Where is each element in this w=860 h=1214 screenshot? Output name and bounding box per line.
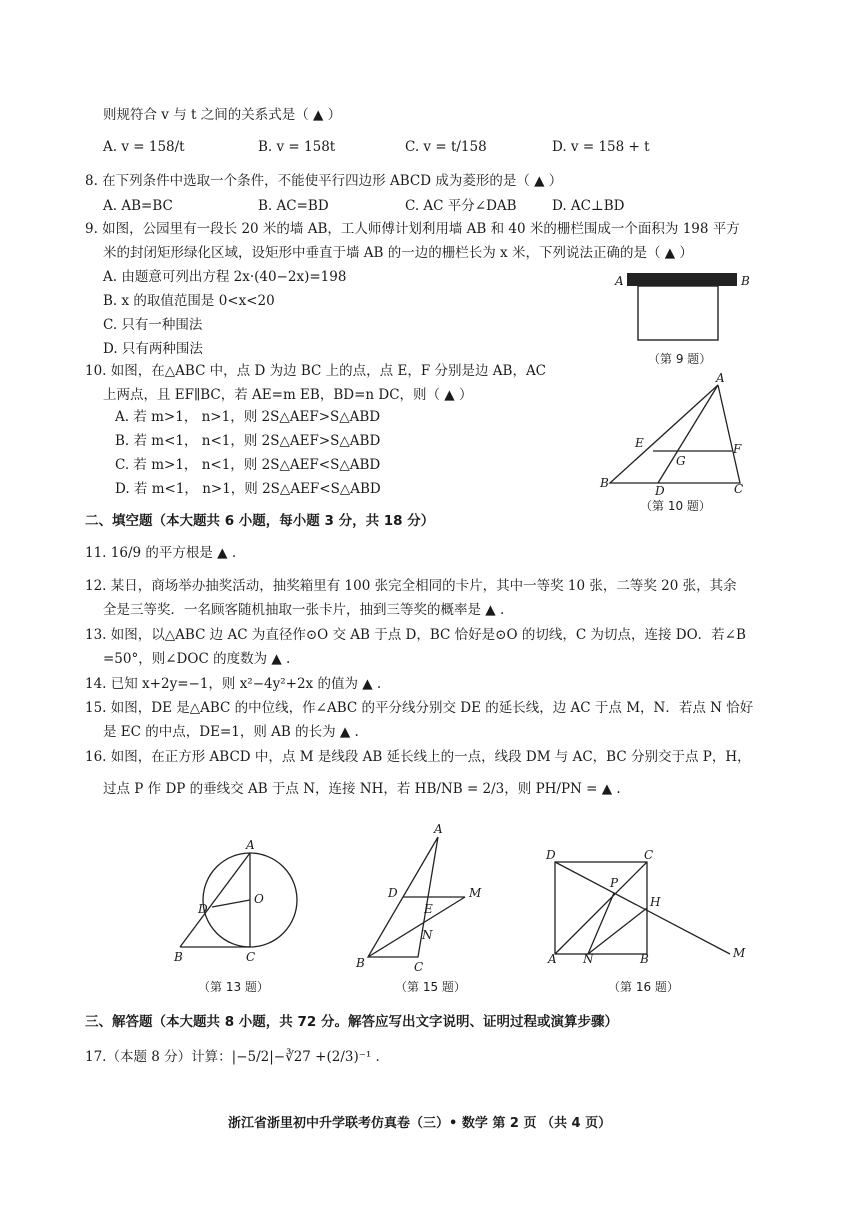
label-g: G [676,454,686,468]
label-a: A [615,274,624,288]
label-f: F [733,442,742,456]
q16-line1: 16. 如图，在正方形 ABCD 中，点 M 是线段 AB 延长线上的一点，线段 DM 与 AC，BC 分别交于点 P，H， [85,749,751,765]
q13-line1: 13. 如图，以△ABC 边 AC 为直径作⊙O 交 AB 于点 D，BC 恰好是⊙O 的切线，C 为切点，连接 DO．若∠B [85,627,746,643]
q13-line2: =50°，则∠DOC 的度数为 ▲ . [103,651,291,667]
q8-stem: 8. 在下列条件中选取一个条件，不能使平行四边形 ABCD 成为菱形的是（ ▲ ） [85,173,563,189]
q10-stem-line1: 10. 如图，在△ABC 中，点 D 为边 BC 上的点，点 E，F 分别是边 AB，AC [85,363,547,379]
segment-dm [555,862,730,954]
q9-stem-line1: 9. 如图，公园里有一段长 20 米的墙 AB，工人师傅计划利用墙 AB 和 40 米的栅栏围成一个面积为 198 平方 [85,221,740,237]
q12-line1: 12. 某日，商场举办抽奖活动，抽奖箱里有 100 张完全相同的卡片，其中一等奖 10 张，二等奖 20 张，其余 [85,578,737,594]
q15-line2: 是 EC 的中点，DE=1，则 AB 的长为 ▲ . [103,724,359,740]
figure-16 [540,845,750,965]
q9-option-b: B. x 的取值范围是 0<x<20 [103,293,275,309]
section-3-heading: 三、解答题（本大题共 8 小题，共 72 分。解答应写出文字说明、证明过程或演算步骤） [85,1014,618,1030]
segment-pn [588,893,614,954]
q14: 14. 已知 x+2y=−1，则 x²−4y²+2x 的值为 ▲ . [85,676,382,692]
segment-do [212,900,250,907]
label-p: P [610,876,619,890]
label-a: A [246,838,255,852]
caption-fig13: （第 13 题） [198,980,269,994]
q8-option-a: A. AB=BC [103,198,173,214]
q8-option-d: D. AC⊥BD [552,198,625,214]
label-d: D [198,902,208,916]
fence-rectangle [638,286,718,340]
label-d: D [388,886,398,900]
q10-option-a: A. 若 m>1， n>1，则 2S△AEF>S△ABD [115,409,381,425]
q17: 17.（本题 8 分）计算：|−5/2|−∛27 +(2/3)⁻¹ . [85,1049,380,1065]
label-c: C [414,960,424,974]
label-n: N [422,928,433,942]
section-2-heading: 二、填空题（本大题共 6 小题，每小题 3 分，共 18 分） [85,513,435,529]
diagonal-ac [555,862,647,954]
label-o: O [254,892,264,906]
label-n: N [583,952,594,966]
q10-option-c: C. 若 m>1， n<1，则 2S△AEF<S△ABD [115,457,381,473]
segment-ba [180,853,250,947]
label-b: B [356,956,365,970]
segment-bm [368,897,465,957]
label-b: B [640,952,649,966]
caption-fig16: （第 16 题） [608,980,679,994]
q9-option-d: D. 只有两种围法 [103,341,203,357]
q10-option-d: D. 若 m<1， n>1，则 2S△AEF<S△ABD [115,481,381,497]
figure-10 [600,371,760,498]
label-c: C [246,950,256,964]
q9-option-c: C. 只有一种围法 [103,317,203,333]
label-e: E [424,902,433,916]
segment-nh [588,908,647,954]
label-m: M [469,886,482,900]
q8-option-c: C. AC 平分∠DAB [405,198,517,214]
label-b: B [600,476,609,490]
q7-tail: 则规符合 v 与 t 之间的关系式是（ ▲ ） [103,107,342,123]
caption-fig10: （第 10 题） [640,499,711,513]
figure-13 [170,838,320,965]
label-d: D [546,848,556,862]
triangle-abc [610,385,740,483]
q7-option-b: B. v = 158t [258,139,336,155]
label-e: E [635,436,644,450]
label-c: C [644,848,654,862]
label-a: A [434,822,443,836]
label-c: C [734,482,744,496]
q12-line2: 全是三等奖．一名顾客随机抽取一张卡片，抽到三等奖的概率是 ▲ . [103,602,505,618]
label-b: B [174,950,183,964]
q9-stem-line2: 米的封闭矩形绿化区域，设矩形中垂直于墙 AB 的一边的栅栏长为 x 米，下列说法正确的是（ ▲ ） [103,245,693,261]
label-b: B [741,274,750,288]
q7-option-a: A. v = 158/t [103,139,185,155]
wall-ab [627,273,737,286]
caption-fig15: （第 15 题） [395,980,466,994]
q7-option-d: D. v = 158 + t [552,139,650,155]
label-m: M [733,946,746,960]
label-h: H [650,895,661,909]
page-footer: 浙江省浙里初中升学联考仿真卷（三）• 数学 第 2 页 （共 4 页） [228,1116,612,1131]
label-a: A [548,952,557,966]
q8-option-b: B. AC=BD [258,198,329,214]
segment-ad [658,385,718,483]
q10-stem-line2: 上两点，且 EF∥BC，若 AE=m EB，BD=n DC，则（ ▲ ） [103,387,473,403]
q11: 11. 16/9 的平方根是 ▲ . [85,545,237,561]
q15-line1: 15. 如图，DE 是△ABC 的中位线，作∠ABC 的平分线分别交 DE 的延长线，边 AC 于点 M，N．若点 N 恰好 [85,700,754,716]
caption-fig9: （第 9 题） [648,352,712,366]
label-d: D [655,484,665,498]
figure-15 [350,822,500,975]
q7-option-c: C. v = t/158 [405,139,487,155]
q16-line2: 过点 P 作 DP 的垂线交 AB 于点 N，连接 NH，若 HB/NB = 2/3，则 PH/PN = ▲ . [103,781,621,797]
label-a: A [716,371,725,385]
q10-option-b: B. 若 m<1， n<1，则 2S△AEF>S△ABD [115,433,381,449]
q9-option-a: A. 由题意可列出方程 2x·(40−2x)=198 [103,269,347,285]
figure-9 [615,270,755,350]
